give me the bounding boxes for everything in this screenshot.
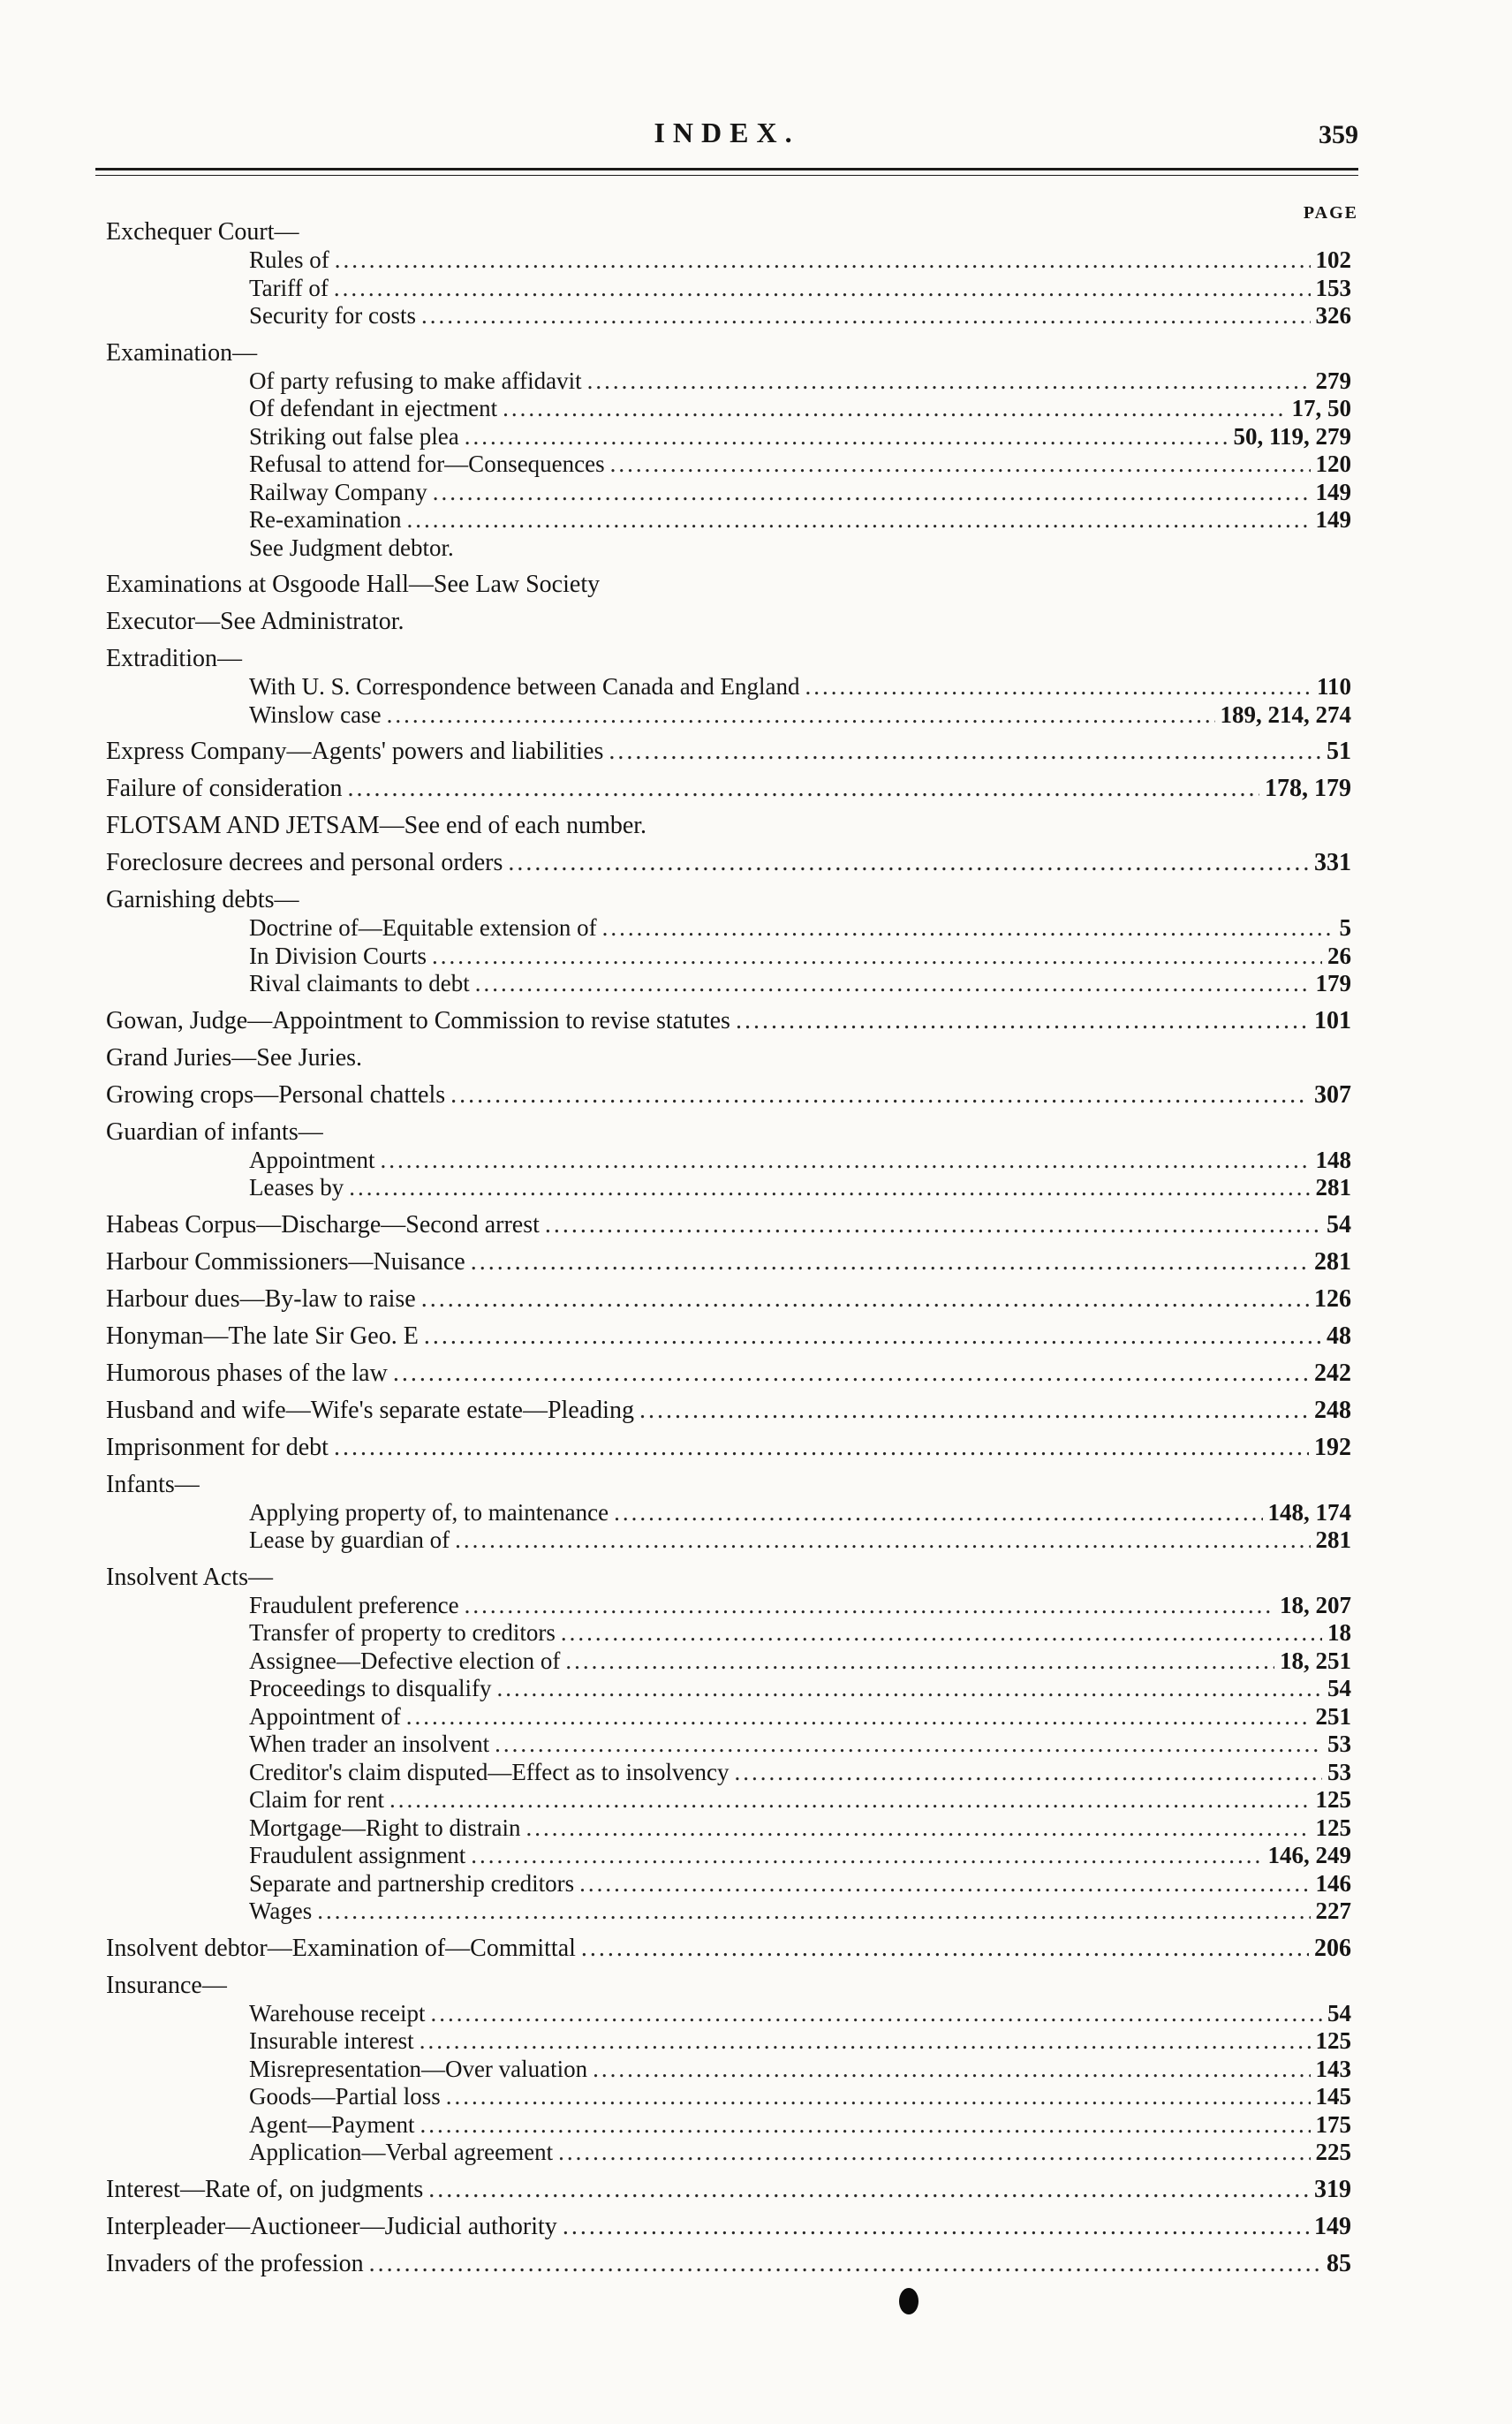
index-subentry [106,506,1351,534]
entry-pages: 192 [1314,1433,1351,1461]
subentry-pages: 146, 249 [1267,1842,1351,1868]
subentry-text: Assignee—Defective election of [249,1647,561,1674]
dot-leader [420,2027,1311,2055]
subentry-text: Winslow case [249,701,382,728]
dot-leader [471,1842,1262,1869]
dot-leader [334,275,1311,302]
entry-heading: Foreclosure decrees and personal orders [106,849,503,876]
index-entry [106,886,1351,914]
dot-leader [525,1814,1310,1842]
subentry-text: Transfer of property to creditors [249,1619,556,1646]
entry-heading: Exchequer Court— [106,218,299,246]
entry-pages: 206 [1314,1934,1351,1962]
dot-leader [558,2139,1310,2166]
subentry-text: Of defendant in ejectment [249,395,498,421]
subentry-text: Doctrine of—Equitable extension of [249,914,597,941]
subentry-text: Security for costs [249,302,416,329]
dot-leader [565,1648,1274,1675]
subentry-text: Agent—Payment [249,2110,415,2138]
header-rule-thin [95,175,1358,176]
subentry-text: Applying property of, to maintenance [249,1498,609,1526]
index-entry [106,1935,1351,1963]
index-subentry [106,1759,1351,1787]
index-subentry [106,2083,1351,2111]
entry-pages: 126 [1314,1284,1351,1313]
dot-leader [347,775,1259,803]
subentry-text: Goods—Partial loss [249,2083,441,2110]
subentry-pages: 18, 251 [1280,1647,1351,1674]
dot-leader [495,1731,1322,1758]
dot-leader [335,246,1311,274]
dot-leader [430,2000,1322,2027]
entry-pages: 242 [1314,1359,1351,1387]
entry-pages: 54 [1327,1210,1351,1239]
entry-heading: Insurance— [106,1971,227,1999]
index-subentry [106,479,1351,507]
subentry-pages: 227 [1315,1898,1351,1924]
page-number: 359 [1319,120,1358,149]
dot-leader [334,1434,1309,1462]
ink-blot [899,2288,919,2314]
subentry-text: Refusal to attend for—Consequences [249,451,605,477]
entry-heading: Gowan, Judge—Appointment to Commission to revise statutes [106,1006,730,1034]
subentry-text: Striking out false plea [249,422,459,450]
dot-leader [503,395,1286,422]
subentry-pages: 125 [1315,1814,1351,1841]
dot-leader [369,2250,1321,2278]
index-subentry [106,1619,1351,1648]
index-subentry [106,1675,1351,1703]
entry-pages: 281 [1314,1247,1351,1276]
index-entry [106,738,1351,766]
subentry-text: Lease by guardian of [249,1526,450,1553]
entry-heading: Imprisonment for debt [106,1433,329,1461]
subentry-pages: 153 [1315,274,1351,301]
subentry-text: Application—Verbal agreement [249,2139,554,2165]
dot-leader [432,943,1322,970]
subentry-text: Fraudulent preference [249,1591,459,1618]
dot-leader [465,1592,1274,1619]
subentry-pages: 54 [1327,1675,1351,1701]
dot-leader [421,1285,1309,1314]
index-subentry [106,1842,1351,1870]
index-entry [106,1360,1351,1388]
index-entry [106,1285,1351,1314]
index-subentry [106,1731,1351,1759]
index-subentry [106,1814,1351,1843]
index-subentry [106,1870,1351,1898]
index-subentry [106,1703,1351,1731]
index-entry [106,849,1351,877]
index-entry [106,1322,1351,1351]
subentry-pages: 326 [1315,302,1351,329]
entry-heading: Grand Juries—See Juries. [106,1043,363,1072]
page-title: INDEX. [654,117,800,148]
subentry-pages: 110 [1316,673,1351,700]
entry-pages: 48 [1327,1322,1351,1350]
index-entry [106,2250,1351,2278]
subentry-text: Railway Company [249,478,427,505]
index-entry [106,339,1351,367]
subentry-pages: 102 [1315,246,1351,273]
index-subentry [106,395,1351,423]
dot-leader [428,2176,1309,2204]
page-column-label: PAGE [1303,203,1358,223]
entry-heading: Infants— [106,1470,200,1498]
header-rule [95,168,1358,170]
dot-leader [406,1703,1311,1731]
entry-heading: Interpleader—Auctioneer—Judicial authority [106,2212,557,2240]
entry-pages: 178, 179 [1265,775,1351,802]
entry-heading: Harbour dues—By-law to raise [106,1284,416,1313]
index-entry [106,645,1351,673]
dot-leader [475,970,1311,997]
dot-leader [393,1360,1309,1388]
subentry-text: Mortgage—Right to distrain [249,1814,521,1841]
entry-heading: Failure of consideration [106,775,343,802]
index-entry [106,1972,1351,2000]
dot-leader [581,1935,1309,1963]
index-subentry [106,1786,1351,1814]
index-subentry [106,970,1351,998]
index-subentry [106,302,1351,330]
subentry-text: Leases by [249,1174,344,1201]
subentry-pages: 145 [1315,2083,1351,2110]
dot-leader [545,1211,1321,1239]
entry-pages: 319 [1314,2175,1351,2203]
index-subentry [106,1592,1351,1620]
subentry-text: Creditor's claim disputed—Effect as to insolvency [249,1758,730,1785]
entry-pages: 85 [1327,2249,1351,2277]
subentry-pages: 53 [1327,1758,1351,1785]
dot-leader [450,1081,1309,1110]
subentry-text: Claim for rent [249,1786,384,1813]
dot-leader [424,1322,1321,1351]
index-entry [106,775,1351,803]
subentry-text: See Judgment debtor. [249,534,454,561]
page-header [95,117,1358,152]
dot-leader [317,1898,1310,1925]
subentry-pages: 149 [1315,506,1351,533]
dot-leader [735,1759,1323,1786]
subentry-pages: 18, 207 [1280,1591,1351,1618]
subentry-pages: 125 [1315,1786,1351,1813]
entry-heading: Habeas Corpus—Discharge—Second arrest [106,1210,540,1239]
index-entry [106,1118,1351,1147]
subentry-text: Of party refusing to make affidavit [249,367,582,394]
subentry-text: Appointment of [249,1702,401,1730]
subentry-text: Proceedings to disqualify [249,1675,492,1701]
entry-pages: 101 [1314,1006,1351,1034]
dot-leader [387,701,1215,729]
dot-leader [471,1248,1309,1276]
index-subentry [106,943,1351,971]
index-subentry [106,2111,1351,2140]
index-entry [106,1081,1351,1110]
subentry-pages: 143 [1315,2055,1351,2082]
subentry-text: Rules of [249,246,329,273]
entry-heading: Insolvent Acts— [106,1563,273,1591]
index-subentry [106,914,1351,943]
dot-leader [446,2083,1311,2110]
index-entry [106,1397,1351,1425]
index-subentry [106,2000,1351,2028]
dot-leader [561,1619,1322,1647]
entry-heading: Examinations at Osgoode Hall—See Law Society [106,571,601,598]
index-subentry [106,2027,1351,2056]
subentry-pages: 281 [1315,1174,1351,1201]
dot-leader [421,302,1311,330]
entry-heading: Extradition— [106,645,242,672]
index-entry [106,608,1351,636]
entry-heading: Insolvent debtor—Examination of—Committal [106,1934,576,1962]
subentry-pages: 26 [1327,942,1351,969]
dot-leader [433,479,1311,506]
entry-heading: Interest—Rate of, on judgments [106,2175,424,2203]
index-subentry [106,275,1351,303]
entry-heading: Invaders of the profession [106,2249,364,2277]
entry-heading: Harbour Commissioners—Nuisance [106,1247,465,1276]
subentry-pages: 148 [1315,1146,1351,1173]
subentry-text: With U. S. Correspondence between Canada and England [249,673,800,700]
entry-heading: FLOTSAM AND JETSAM—See end of each number. [106,812,647,839]
dot-leader [614,1499,1262,1526]
index-entry [106,1434,1351,1462]
subentry-pages: 18 [1327,1619,1351,1646]
dot-leader [609,738,1321,766]
subentry-text: Insurable interest [249,2027,414,2054]
index-entry [106,1007,1351,1035]
index-subentry [106,1526,1351,1555]
dot-leader [406,506,1310,534]
index-entry [106,1211,1351,1239]
subentry-pages: 53 [1327,1731,1351,1757]
dot-leader [420,2111,1310,2139]
subentry-text: Appointment [249,1146,375,1173]
index-subentry [106,1174,1351,1202]
index-subentry [106,1898,1351,1926]
index-subentry [106,2139,1351,2167]
index-subentry [106,673,1351,701]
dot-leader [610,451,1311,478]
entry-heading: Husband and wife—Wife's separate estate—Pleading [106,1396,634,1424]
index-entry [106,812,1351,840]
entry-heading: Examination— [106,338,258,367]
dot-leader [563,2213,1309,2241]
dot-leader [349,1174,1310,1201]
subentry-text: Warehouse receipt [249,1999,426,2026]
subentry-pages: 149 [1315,478,1351,505]
index-subentry [106,701,1351,730]
entry-heading: Guardian of infants— [106,1117,323,1146]
index-subentry [106,2056,1351,2084]
index-entry [106,2213,1351,2241]
subentry-pages: 281 [1315,1526,1351,1553]
index-entry [106,571,1351,599]
subentry-pages: 189, 214, 274 [1220,701,1351,728]
subentry-pages: 120 [1315,451,1351,477]
subentry-pages: 17, 50 [1291,395,1351,421]
dot-leader [381,1147,1311,1174]
index-subentry [106,451,1351,479]
entry-heading: Honyman—The late Sir Geo. E [106,1322,419,1350]
index-subentry [106,423,1351,451]
subentry-pages: 251 [1315,1702,1351,1730]
dot-leader [587,367,1311,395]
subentry-pages: 175 [1315,2110,1351,2138]
subentry-text: Separate and partnership creditors [249,1869,575,1897]
subentry-text: Rival claimants to debt [249,970,470,996]
index-entry [106,1044,1351,1072]
dot-leader [465,423,1228,451]
subentry-text: Misrepresentation—Over valuation [249,2055,588,2082]
entry-pages: 331 [1314,849,1351,876]
dot-leader [496,1675,1322,1702]
subentry-pages: 179 [1315,970,1351,996]
index-list [106,218,1351,2278]
subentry-pages: 5 [1339,914,1351,941]
index-entry [106,1471,1351,1499]
subentry-text: Wages [249,1898,313,1924]
entry-heading: Growing crops—Personal chattels [106,1080,446,1109]
entry-heading: Humorous phases of the law [106,1359,388,1387]
dot-leader [805,673,1312,701]
dot-leader [508,849,1309,877]
index-entry [106,1564,1351,1592]
entry-pages: 307 [1314,1080,1351,1109]
entry-heading: Garnishing debts— [106,886,299,913]
subentry-pages: 225 [1315,2139,1351,2165]
dot-leader [389,1786,1311,1814]
subentry-text: Tariff of [249,274,329,301]
subentry-text: In Division Courts [249,942,427,969]
subentry-pages: 148, 174 [1267,1498,1351,1526]
entry-heading: Express Company—Agents' powers and liabilities [106,738,604,765]
subentry-pages: 125 [1315,2027,1351,2054]
subentry-text: Re-examination [249,506,402,533]
index-entry [106,1248,1351,1276]
subentry-text: When trader an insolvent [249,1731,490,1757]
dot-leader [736,1007,1309,1035]
index-subentry [106,1648,1351,1676]
subentry-pages: 146 [1315,1869,1351,1897]
subentry-pages: 54 [1327,1999,1351,2026]
dot-leader [455,1526,1310,1554]
subentry-pages: 50, 119, 279 [1233,422,1351,450]
entry-pages: 149 [1314,2212,1351,2240]
index-subentry [106,1147,1351,1175]
dot-leader [579,1870,1310,1898]
dot-leader [639,1397,1309,1425]
entry-heading: Executor—See Administrator. [106,608,404,635]
index-entry [106,218,1351,246]
index-entry [106,2176,1351,2204]
subentry-pages: 279 [1315,367,1351,394]
subentry-text: Fraudulent assignment [249,1842,466,1868]
dot-leader [602,914,1334,942]
entry-pages: 248 [1314,1396,1351,1424]
dot-leader [593,2056,1310,2083]
index-subentry [106,1499,1351,1527]
index-subentry [106,534,1351,563]
entry-pages: 51 [1327,738,1351,765]
index-subentry [106,246,1351,275]
index-subentry [106,367,1351,396]
